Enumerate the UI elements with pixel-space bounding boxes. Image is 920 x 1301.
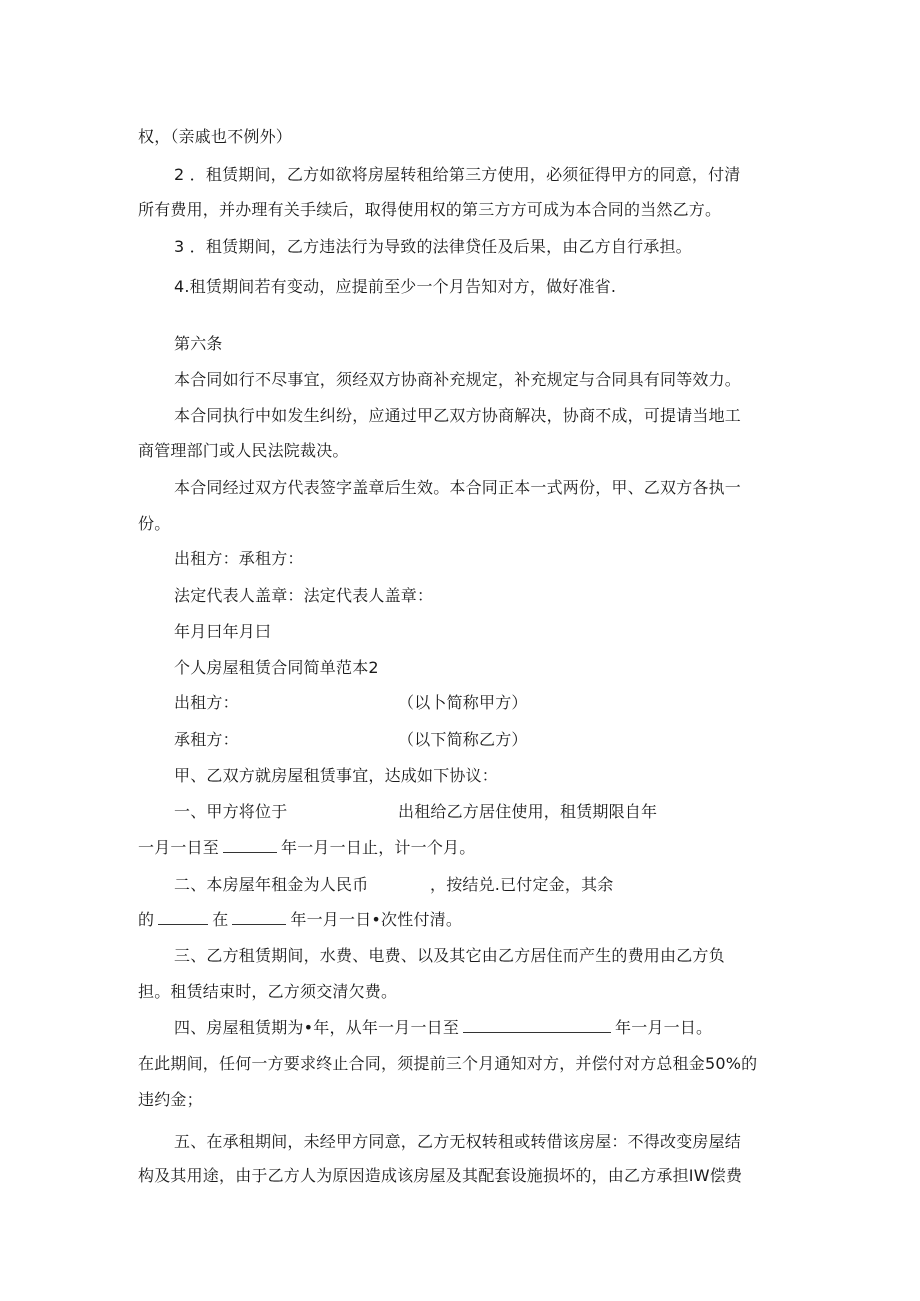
blank-field — [232, 910, 286, 925]
clause-one-date-from: 一月一日至 — [138, 838, 220, 857]
clause-two-line2 — [138, 909, 462, 931]
text-line: 权，（亲戚也不例外） — [138, 127, 293, 146]
text-line: 担。租赁结束时，乙方须交清欠费。 — [138, 982, 398, 1001]
clause-four-line1 — [174, 1017, 712, 1039]
text-line: 构及其用途，由于乙方人为原因造成该房屋及其配套设施损坏的，由乙方承担IW偿费 — [138, 1166, 743, 1185]
text-line: 4.租赁期间若有变动，应提前至少一个月告知对方，做好准省. — [174, 277, 617, 296]
text-line: 本合同如行不尽事宜，须经双方协商补充规定，补充规定与合同具有同等效力。 — [174, 370, 742, 389]
clause-one-date-to: 年一月一日止，计一个月。 — [281, 838, 476, 857]
date-line: 年月曰年月曰 — [174, 622, 272, 641]
text-line: 所有费用，并办理有关手续后，取得使用权的第三方方可成为本合同的当然乙方。 — [138, 200, 722, 219]
text-line: 本合同经过双方代表签字盖章后生效。本合同正本一式两份，甲、乙双方各执一 — [174, 478, 742, 497]
text-line: 三、乙方租赁期间，水费、电费、以及其它由乙方居住而产生的费用由乙方负 — [174, 946, 725, 965]
text-line: 本合同执行中如发生纠纷，应通过甲乙双方协商解决，协商不成，可提请当地工 — [174, 406, 742, 425]
section-heading: 第六条 — [174, 334, 223, 353]
blank-field — [223, 838, 277, 853]
clause-four-start: 四、房屋租赁期为•年，从年一月一日至 — [174, 1018, 460, 1037]
clause-two-at: 在 — [212, 910, 229, 929]
lessor-note: （以卜简称甲方） — [398, 693, 528, 712]
clause-two-date: 年一月一日•次性付清。 — [290, 910, 463, 929]
clause-four-end: 年一月一日。 — [615, 1018, 713, 1037]
text-line: 违约金； — [138, 1090, 203, 1109]
text-line: 份。 — [138, 514, 171, 533]
signature-line: 出租方：承租方： — [174, 549, 304, 568]
text-line: 2 ．租赁期间，乙方如欲将房屋转租给第三方使用，必须征得甲方的同意，付清 — [174, 165, 741, 184]
clause-two-rest: ，按结兑.已付定金，其余 — [430, 875, 614, 894]
subtitle: 个人房屋租赁合同简单范本2 — [174, 658, 379, 677]
clause-one-start: 一、甲方将位于 — [174, 802, 288, 821]
clause-two-prefix: 的 — [138, 910, 155, 929]
clause-one-rest: 出租给乙方居住使用，租赁期限自年 — [398, 802, 658, 821]
lessee-note: （以下简称乙方） — [398, 730, 528, 749]
blank-field — [158, 910, 208, 925]
lessee-label: 承租方： — [174, 730, 239, 749]
text-line: 甲、乙双方就房屋租赁事宜，达成如下协议： — [174, 766, 499, 785]
text-line: 在此期间，任何一方要求终止合同，须提前三个月通知对方，并偿付对方总租金50%的 — [138, 1054, 758, 1073]
lessor-label: 出租方： — [174, 693, 239, 712]
clause-one-line2 — [138, 837, 475, 859]
text-line: 3 ．租赁期间，乙方违法行为导致的法律贷任及后果，由乙方自行承担。 — [174, 237, 692, 256]
signature-line: 法定代表人盖章：法定代表人盖章： — [174, 586, 434, 605]
text-line: 商管理部门或人民法院裁决。 — [138, 441, 349, 460]
clause-two-start: 二、本房屋年租金为人民币 — [174, 875, 369, 894]
blank-field — [463, 1018, 611, 1033]
text-line: 五、在承租期间，未经甲方同意，乙方无权转租或转借该房屋：不得改变房屋结 — [174, 1132, 742, 1151]
